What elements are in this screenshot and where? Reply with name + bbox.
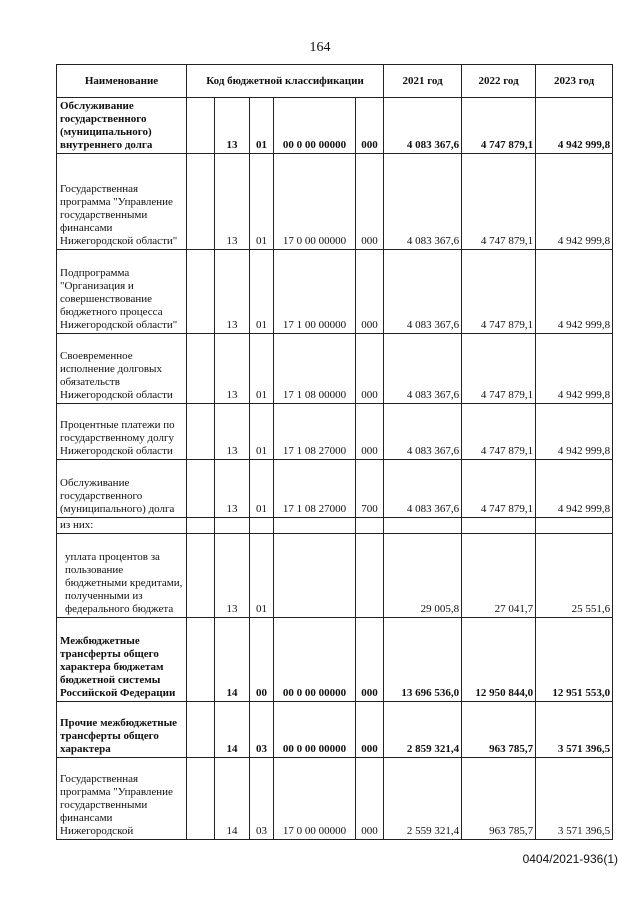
row-value-2021: 4 083 367,6 — [384, 334, 462, 404]
row-name: Обслуживание государственного (муниципального) внутреннего долга — [57, 98, 187, 154]
row-value-2023: 4 942 999,8 — [536, 250, 613, 334]
row-target-code: 17 0 00 00000 — [274, 758, 356, 840]
row-expense-type: 000 — [356, 758, 384, 840]
row-expense-type: 000 — [356, 154, 384, 250]
row-value-2021: 4 083 367,6 — [384, 460, 462, 518]
row-section: 13 — [215, 404, 250, 460]
row-value-2021: 2 559 321,4 — [384, 758, 462, 840]
row-section: 14 — [215, 702, 250, 758]
row-subsection: 01 — [250, 460, 274, 518]
row-value-2023: 4 942 999,8 — [536, 334, 613, 404]
row-empty-cell — [462, 518, 536, 534]
row-value-2023: 4 942 999,8 — [536, 98, 613, 154]
row-name: Своевременное исполнение долговых обязательств Нижегородской области — [57, 334, 187, 404]
row-target-code: 17 1 08 27000 — [274, 460, 356, 518]
row-expense-type — [356, 534, 384, 618]
table-row — [57, 334, 613, 404]
row-value-2021: 4 083 367,6 — [384, 250, 462, 334]
row-subsection: 00 — [250, 618, 274, 702]
row-value-2021: 13 696 536,0 — [384, 618, 462, 702]
table-row — [57, 98, 613, 154]
row-subsection: 01 — [250, 404, 274, 460]
row-section: 13 — [215, 460, 250, 518]
table-row — [57, 250, 613, 334]
header-2021: 2021 год — [384, 65, 462, 98]
row-empty-cell — [187, 518, 215, 534]
row-value-2021: 4 083 367,6 — [384, 98, 462, 154]
row-value-2022: 4 747 879,1 — [462, 98, 536, 154]
row-empty-cell — [215, 518, 250, 534]
header-code: Код бюджетной классификации — [187, 65, 384, 98]
row-name: Государственная программа "Управление государственными финансами Нижегородской — [57, 758, 187, 840]
row-empty-cell — [384, 518, 462, 534]
row-empty-cell — [187, 534, 215, 618]
row-subsection: 01 — [250, 534, 274, 618]
row-empty-cell — [187, 758, 215, 840]
row-subsection: 03 — [250, 702, 274, 758]
row-target-code: 17 0 00 00000 — [274, 154, 356, 250]
row-value-2022: 4 747 879,1 — [462, 334, 536, 404]
row-value-2022: 963 785,7 — [462, 758, 536, 840]
row-value-2021: 4 083 367,6 — [384, 404, 462, 460]
row-target-code: 17 1 08 27000 — [274, 404, 356, 460]
document-code: 0404/2021-936(1) — [522, 852, 618, 866]
row-value-2022: 12 950 844,0 — [462, 618, 536, 702]
row-target-code: 17 1 00 00000 — [274, 250, 356, 334]
row-value-2021: 2 859 321,4 — [384, 702, 462, 758]
row-expense-type: 000 — [356, 250, 384, 334]
budget-table — [56, 64, 613, 840]
row-empty-cell — [536, 518, 613, 534]
row-value-2023: 4 942 999,8 — [536, 460, 613, 518]
row-empty-cell — [187, 460, 215, 518]
row-value-2021: 29 005,8 — [384, 534, 462, 618]
row-value-2022: 4 747 879,1 — [462, 250, 536, 334]
table-row — [57, 518, 613, 534]
row-name: Обслуживание государственного (муниципального) долга — [57, 460, 187, 518]
header-2022: 2022 год — [462, 65, 536, 98]
row-section: 13 — [215, 154, 250, 250]
row-value-2021: 4 083 367,6 — [384, 154, 462, 250]
row-section: 13 — [215, 334, 250, 404]
row-target-code — [274, 534, 356, 618]
row-expense-type: 000 — [356, 404, 384, 460]
row-value-2023: 3 571 396,5 — [536, 758, 613, 840]
table-row — [57, 534, 613, 618]
table-row — [57, 460, 613, 518]
row-target-code: 00 0 00 00000 — [274, 702, 356, 758]
row-value-2023: 12 951 553,0 — [536, 618, 613, 702]
row-name: Межбюджетные трансферты общего характера бюджетам бюджетной системы Российской Федерации — [57, 618, 187, 702]
row-empty-cell — [187, 702, 215, 758]
table-row — [57, 154, 613, 250]
header-name: Наименование — [57, 65, 187, 98]
row-section: 13 — [215, 98, 250, 154]
row-name: из них: — [57, 518, 187, 534]
header-row — [57, 65, 613, 98]
row-empty-cell — [356, 518, 384, 534]
row-empty-cell — [274, 518, 356, 534]
table-row — [57, 404, 613, 460]
row-section: 13 — [215, 250, 250, 334]
row-name: Процентные платежи по государственному долгу Нижегородской области — [57, 404, 187, 460]
row-value-2023: 25 551,6 — [536, 534, 613, 618]
row-empty-cell — [187, 334, 215, 404]
row-subsection: 01 — [250, 250, 274, 334]
row-empty-cell — [250, 518, 274, 534]
row-empty-cell — [187, 98, 215, 154]
table-row — [57, 702, 613, 758]
row-subsection: 01 — [250, 154, 274, 250]
row-value-2022: 4 747 879,1 — [462, 460, 536, 518]
row-value-2022: 27 041,7 — [462, 534, 536, 618]
page-number: 164 — [309, 40, 331, 55]
row-empty-cell — [187, 154, 215, 250]
header-2023: 2023 год — [536, 65, 613, 98]
row-target-code: 00 0 00 00000 — [274, 618, 356, 702]
row-expense-type: 000 — [356, 98, 384, 154]
row-subsection: 01 — [250, 334, 274, 404]
row-subsection: 03 — [250, 758, 274, 840]
row-subsection: 01 — [250, 98, 274, 154]
row-name: Государственная программа "Управление государственными финансами Нижегородской области" — [57, 154, 187, 250]
row-empty-cell — [187, 618, 215, 702]
row-value-2023: 4 942 999,8 — [536, 404, 613, 460]
row-section: 14 — [215, 758, 250, 840]
row-value-2023: 4 942 999,8 — [536, 154, 613, 250]
table-row — [57, 618, 613, 702]
row-expense-type: 700 — [356, 460, 384, 518]
row-empty-cell — [187, 404, 215, 460]
row-name: Подпрограмма "Организация и совершенствование бюджетного процесса Нижегородской области" — [57, 250, 187, 334]
row-target-code: 00 0 00 00000 — [274, 98, 356, 154]
row-section: 13 — [215, 534, 250, 618]
row-value-2022: 963 785,7 — [462, 702, 536, 758]
row-section: 14 — [215, 618, 250, 702]
row-expense-type: 000 — [356, 618, 384, 702]
row-value-2023: 3 571 396,5 — [536, 702, 613, 758]
row-expense-type: 000 — [356, 702, 384, 758]
row-value-2022: 4 747 879,1 — [462, 404, 536, 460]
table-row — [57, 758, 613, 840]
row-target-code: 17 1 08 00000 — [274, 334, 356, 404]
row-value-2022: 4 747 879,1 — [462, 154, 536, 250]
row-name: Прочие межбюджетные трансферты общего характера — [57, 702, 187, 758]
row-expense-type: 000 — [356, 334, 384, 404]
row-name: уплата процентов за пользование бюджетными кредитами, полученными из федерального бюджета — [57, 534, 187, 618]
row-empty-cell — [187, 250, 215, 334]
